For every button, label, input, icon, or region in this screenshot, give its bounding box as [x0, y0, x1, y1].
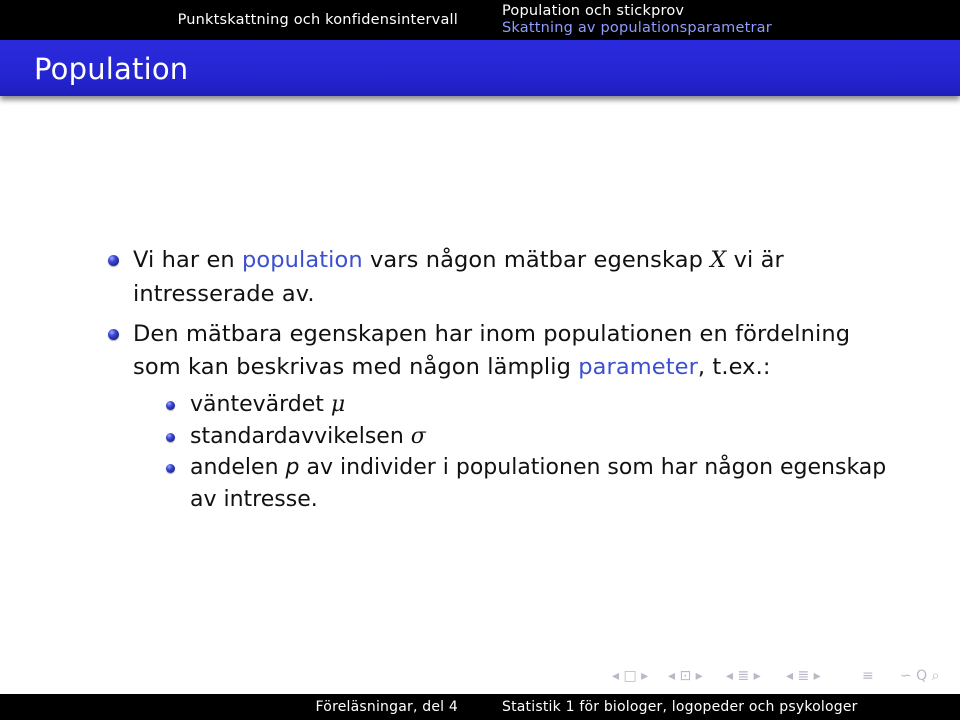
item-text: andelen [190, 455, 286, 480]
highlight-term: parameter [578, 354, 698, 380]
search-icon[interactable]: ∽ Q ⌕ [900, 668, 940, 684]
sub-list-item [190, 388, 345, 421]
nav-align[interactable] [862, 668, 874, 684]
nav-subsection-icon[interactable]: ◂ ⊡ ▸ [668, 668, 703, 684]
headline-left[interactable] [0, 0, 480, 40]
align-icon[interactable]: ≡ [862, 668, 874, 684]
item-text: Vi har en [133, 247, 243, 273]
footline-bar [0, 694, 960, 720]
list-item-continuation: intresserade av. [133, 281, 315, 307]
math-symbol: σ [410, 424, 426, 449]
sub-bullet-icon [166, 401, 175, 410]
headline-right [480, 0, 960, 40]
nav-frame-icon[interactable]: ◂ □ ▸ [612, 668, 649, 684]
bullet-icon [108, 255, 119, 266]
sub-bullet-icon [166, 433, 175, 442]
list-item: Den mätbara egenskapen har inom populationen en fördelning [133, 321, 851, 347]
nav-document-icon[interactable]: ◂ ≣ ▸ [786, 668, 821, 684]
sub-list-item-continuation: av intresse. [190, 487, 318, 512]
list-item [133, 243, 784, 277]
sub-bullet-icon [166, 464, 175, 473]
nav-section[interactable] [726, 668, 761, 684]
course-label: Statistik 1 för biologer, logopeder och psykologer [502, 699, 858, 715]
presentation-title[interactable]: Punktskattning och konfidensintervall [177, 12, 458, 28]
nav-frame[interactable] [612, 668, 648, 684]
footline-right [480, 694, 960, 720]
item-text: , t.ex.: [697, 354, 771, 380]
item-text: av individer i populationen som har någon egenskap [299, 455, 887, 480]
headline-bar [0, 0, 960, 40]
section-link[interactable]: Population och stickprov [502, 3, 685, 19]
highlight-term: population [242, 247, 363, 273]
bullet-icon [108, 329, 119, 340]
math-variable: X [710, 247, 727, 273]
nav-section-icon[interactable]: ◂ ≣ ▸ [726, 668, 761, 684]
item-text: vi är [726, 247, 784, 273]
lecture-label: Föreläsningar, del 4 [315, 699, 458, 715]
frame-title-bar [0, 40, 960, 96]
item-text: som kan beskrivas med någon lämplig [133, 354, 579, 380]
nav-document[interactable] [786, 668, 821, 684]
nav-search[interactable] [900, 668, 940, 684]
list-item-continuation [133, 350, 771, 384]
frame-title: Population [34, 52, 189, 86]
footline-left [0, 694, 480, 720]
item-text: vars någon mätbar egenskap [362, 247, 711, 273]
item-text: väntevärdet [190, 392, 331, 417]
math-symbol: μ [330, 392, 346, 417]
nav-subsection[interactable] [668, 668, 703, 684]
sub-list-item [190, 451, 886, 484]
math-variable: p [285, 455, 300, 480]
subsection-link[interactable]: Skattning av populationsparametrar [502, 20, 772, 36]
item-text: standardavvikelsen [190, 424, 411, 449]
sub-list-item [190, 420, 426, 453]
